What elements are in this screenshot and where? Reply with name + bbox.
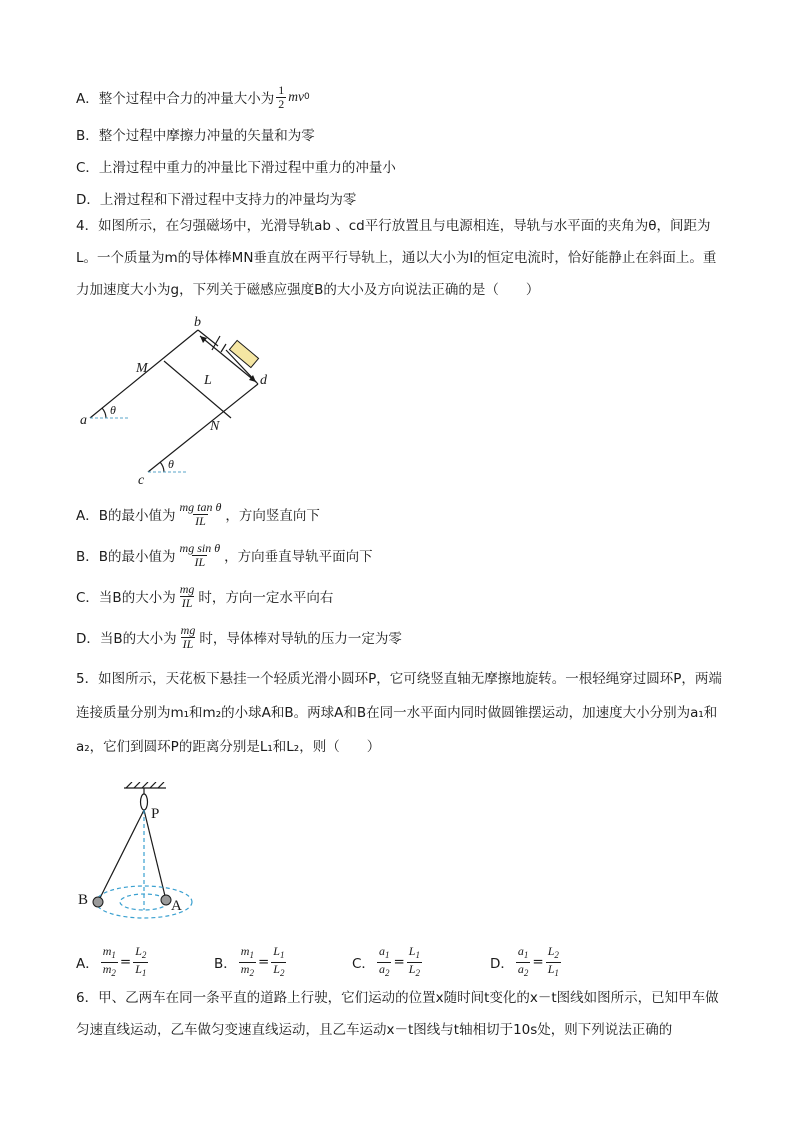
q3-option-a-fraction (276, 84, 286, 111)
ceiling-hatch-4 (150, 782, 156, 788)
option-letter: C． (352, 956, 375, 972)
ceiling-hatch-2 (134, 782, 140, 788)
q4-stem: 4．如图所示，在匀强磁场中，光滑导轨ab 、cd平行放置且与电源相连，导轨与水平面的夹角为θ，间距为L。一个质量为m的导体棒MN垂直放在两平行导轨上，通以大小为I的恒定电流时，恰好能静止在斜面上。重力加速度大小为g，下列关于磁感应强度B的大小及方向说法正确的是（ ） (76, 218, 717, 298)
symbol: m (102, 943, 112, 958)
fraction-numerator (239, 945, 256, 962)
fraction-numerator: mg tan θ (179, 499, 222, 514)
q4-option-d-prefix: D．当B的大小为 (76, 631, 177, 647)
fraction-denominator (239, 962, 256, 980)
fraction-numerator (377, 945, 392, 962)
right-fraction (133, 945, 148, 980)
q6-stem: 6．甲、乙两车在同一条平直的道路上行驶，它们运动的位置x随时间t变化的x－t图线如图所示，已知甲车做匀速直线运动，乙车做匀变速直线运动，且乙车运动x－t图线与t轴相切于10s处，则下列说法正确的 (76, 990, 719, 1038)
left-fraction (516, 945, 531, 980)
ball-B (93, 897, 103, 907)
equals-sign: = (393, 954, 405, 970)
ball-A (161, 895, 171, 905)
q5-stem: 5．如图所示，天花板下悬挂一个轻质光滑小圆环P，它可绕竖直轴无摩擦地旋转。一根轻绳穿过圆环P，两端连接质量分别为m₁和m₂的小球A和B。两球A和B在同一水平面内同时做圆锥摆运动，加速度大小分别为a₁和a₂，它们到圆环P的距离分别是L₁和L₂，则（ ） (76, 671, 722, 755)
fraction-numerator (407, 945, 422, 962)
q4-option-c-fraction (178, 583, 197, 610)
fraction-numerator (133, 945, 148, 962)
subscript: 2 (523, 967, 529, 978)
label-A: A (171, 898, 182, 914)
rod-MN (164, 361, 231, 418)
label-a: a (80, 413, 87, 428)
label-theta-1: θ (110, 403, 116, 417)
q4-option-a-tail: ，方向竖直向下 (225, 508, 320, 524)
q4-option-d-tail: 时，导体棒对导轨的压力一定为零 (199, 631, 402, 647)
q4-option-b-prefix: B．B的最小值为 (76, 549, 176, 565)
symbol: L (408, 961, 416, 976)
right-fraction (407, 945, 422, 980)
q3-option-a-prefix: A．整个过程中合力的冲量大小为 (76, 91, 275, 107)
ceiling-hatch-3 (142, 782, 148, 788)
fraction-numerator (516, 945, 531, 962)
symbol: L (135, 943, 142, 958)
q4-option-c-tail: 时，方向一定水平向右 (198, 590, 334, 606)
q4-option-b-tail: ，方向垂直导轨平面向下 (224, 549, 373, 565)
symbol: a (378, 961, 385, 976)
subscript: 1 (415, 949, 420, 960)
label-d: d (260, 373, 267, 388)
q4-option-c (76, 578, 333, 614)
label-P: P (151, 806, 160, 822)
subscript: 2 (111, 967, 116, 978)
label-M: M (136, 361, 148, 376)
fraction-numerator: 1 (278, 82, 285, 97)
subscript: 1 (384, 949, 390, 960)
right-fraction (271, 945, 286, 980)
option-letter: B． (214, 956, 237, 972)
fraction-numerator (101, 945, 118, 962)
fraction-denominator (516, 962, 531, 980)
subscript: 1 (523, 949, 529, 960)
subscript: 1 (279, 949, 285, 960)
q4-option-d-fraction (179, 624, 198, 651)
symbol: m (240, 943, 250, 958)
q4-option-b (76, 537, 373, 573)
fraction-denominator (133, 962, 148, 980)
fraction-numerator: mg (179, 581, 195, 596)
fraction-denominator (101, 962, 118, 980)
subscript: 2 (554, 949, 559, 960)
label-L: L (204, 373, 212, 388)
equals-sign: = (119, 954, 132, 970)
q5-option-b (214, 944, 288, 980)
left-fraction (101, 945, 118, 980)
fraction-numerator: mg (180, 622, 196, 637)
q4-option-d (76, 619, 402, 655)
fraction-denominator: IL (194, 554, 206, 569)
symbol: a (517, 961, 524, 976)
label-b: b (194, 315, 201, 330)
subscript: 1 (554, 967, 559, 978)
fraction-denominator: 2 (278, 96, 285, 111)
symbol: L (273, 961, 280, 976)
q3-option-b: B．整个过程中摩擦力冲量的矢量和为零 (76, 128, 315, 144)
symbol: a (378, 943, 385, 958)
fraction-denominator (377, 962, 392, 980)
angle-arc-a (102, 408, 106, 418)
q4-option-a (76, 496, 320, 532)
q4-option-a-fraction (178, 501, 224, 528)
fraction-denominator: IL (181, 595, 193, 610)
subscript: 2 (384, 967, 390, 978)
q3-option-a (76, 80, 310, 114)
symbol: L (408, 943, 416, 958)
q5-option-d (490, 944, 563, 980)
q5-conical-pendulum-figure (76, 782, 206, 932)
right-fraction (546, 945, 561, 980)
option-letter: D． (490, 956, 514, 972)
left-fraction (377, 945, 392, 980)
fraction-denominator (271, 962, 286, 980)
subscript: 2 (415, 967, 420, 978)
fraction-denominator (407, 962, 422, 980)
ceiling-hatch-1 (126, 782, 132, 788)
label-theta-2: θ (168, 457, 174, 471)
subscript: 2 (249, 967, 254, 978)
equals-sign: = (532, 954, 544, 970)
q3-option-c: C．上滑过程中重力的冲量比下滑过程中重力的冲量小 (76, 160, 396, 176)
fraction-denominator: IL (195, 513, 206, 528)
left-fraction (239, 945, 256, 980)
symbol: L (547, 961, 555, 976)
q3-option-a-tail: mv (288, 89, 304, 104)
subscript: 2 (279, 967, 285, 978)
fraction-denominator: IL (182, 636, 194, 651)
label-c: c (138, 473, 145, 488)
angle-arc-c (160, 462, 164, 472)
subscript: 1 (141, 967, 147, 978)
q5-options (76, 944, 726, 980)
subscript: 2 (141, 949, 147, 960)
rail-cd (148, 384, 258, 472)
battery-short-plate (221, 344, 226, 352)
symbol: L (547, 943, 555, 958)
fraction-numerator: mg sin θ (179, 540, 221, 555)
fraction-denominator (546, 962, 561, 980)
subscript: 1 (249, 949, 254, 960)
q4-option-b-fraction (178, 542, 223, 569)
symbol: a (517, 943, 524, 958)
equals-sign: = (257, 954, 270, 970)
option-letter: A． (76, 956, 99, 972)
label-B: B (78, 892, 89, 908)
symbol: m (102, 961, 112, 976)
q5-option-a (76, 944, 150, 980)
label-N: N (210, 419, 220, 434)
symbol: m (240, 961, 250, 976)
subscript: 1 (111, 949, 116, 960)
fraction-numerator (546, 945, 561, 962)
string-to-B (98, 810, 144, 902)
q4-rail-figure (76, 306, 296, 492)
symbol: L (273, 943, 280, 958)
ceiling-hatch-5 (158, 782, 164, 788)
q3-option-a-subscript: 0 (304, 92, 310, 102)
fraction-numerator (271, 945, 286, 962)
q5-option-c (352, 944, 424, 980)
q4-option-a-prefix: A．B的最小值为 (76, 508, 176, 524)
battery-long-plate (212, 336, 220, 350)
q3-option-d: D．上滑过程和下滑过程中支持力的冲量均为零 (76, 192, 357, 208)
ring-P (141, 794, 148, 810)
q4-option-c-prefix: C．当B的大小为 (76, 590, 176, 606)
symbol: L (135, 961, 142, 976)
